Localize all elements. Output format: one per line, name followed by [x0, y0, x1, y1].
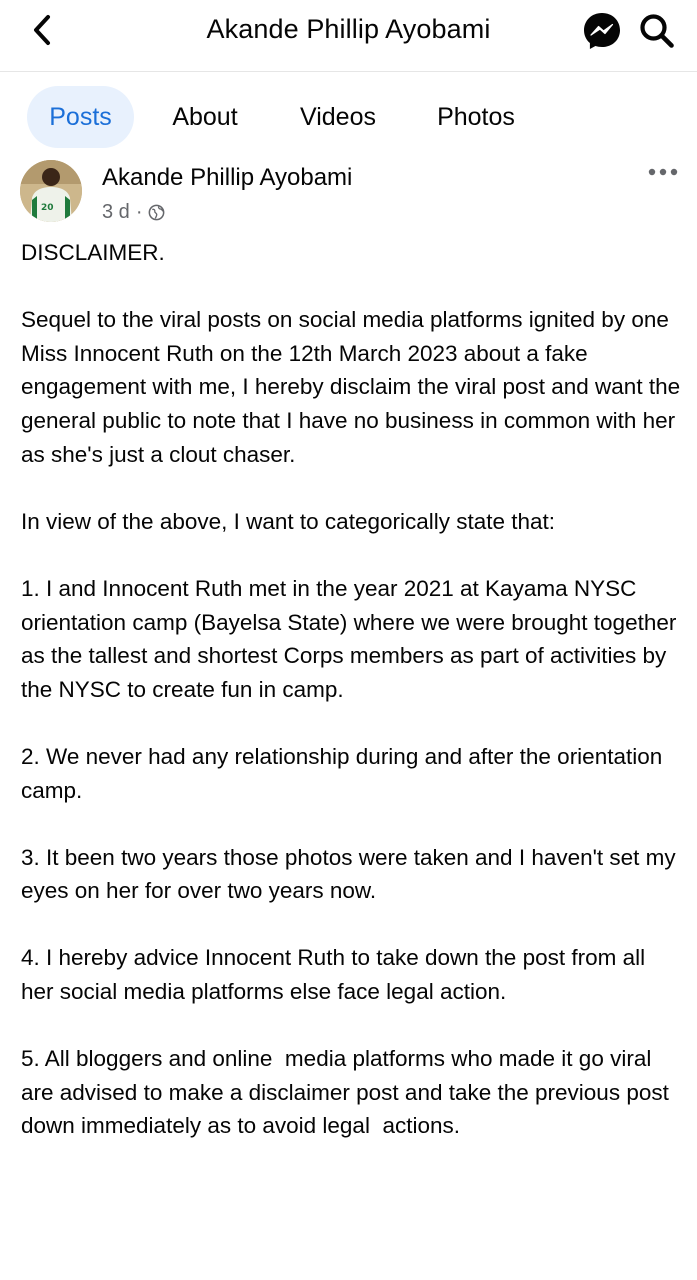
post-text — [21, 236, 687, 1177]
search-button[interactable] — [636, 10, 678, 52]
post-paragraph: 3. It been two years those photos were taken and I haven't set my eyes on her for over two years now. — [21, 844, 682, 904]
post-paragraph: In view of the above, I want to categorically state that: — [21, 508, 556, 534]
top-navigation-bar — [0, 0, 697, 72]
post-timestamp[interactable]: 3 d — [102, 201, 130, 223]
post-header — [0, 150, 697, 230]
post-meta — [102, 201, 165, 224]
post-paragraph: 1. I and Innocent Ruth met in the year 2021 at Kayama NYSC orientation camp (Bayelsa State) where we were brought together as the tallest and shortest Corps members as part of activities by the NYSC to create fun in camp. — [21, 575, 683, 702]
tab-about[interactable]: About — [172, 103, 238, 131]
tab-posts[interactable]: Posts — [27, 86, 134, 148]
post-author-name[interactable]: Akande Phillip Ayobami — [102, 164, 353, 191]
post-paragraph: 4. I hereby advice Innocent Ruth to take down the post from all her social media platforms else face legal action. — [21, 945, 652, 1005]
more-options-button[interactable] — [646, 162, 680, 182]
post-paragraph: Sequel to the viral posts on social media platforms ignited by one Miss Innocent Ruth on the 12th March 2023 about a fake engagement with me, I hereby disclaim the viral post and want the general public to note that I have no business in common with her as she's just a clout chaser. — [21, 307, 687, 467]
chevron-left-icon — [31, 14, 53, 46]
tab-videos[interactable]: Videos — [300, 103, 376, 131]
meta-separator: · — [135, 201, 143, 223]
more-dots-icon — [648, 168, 678, 176]
post-paragraph: 5. All bloggers and online media platforms who made it go viral are advised to make a disclaimer post and take the previous post down immediately as to avoid legal actions. — [21, 1046, 676, 1139]
search-icon — [638, 12, 676, 50]
post-paragraph: 2. We never had any relationship during and after the orientation camp. — [21, 743, 669, 803]
messenger-icon — [582, 11, 622, 51]
tab-photos[interactable]: Photos — [437, 103, 515, 131]
page-title: Akande Phillip Ayobami — [206, 14, 491, 44]
messenger-button[interactable] — [582, 11, 622, 51]
profile-tabs — [0, 86, 697, 148]
svg-text:20: 20 — [41, 203, 54, 213]
profile-photo — [20, 160, 82, 222]
back-button[interactable] — [24, 12, 60, 48]
avatar[interactable] — [20, 160, 82, 222]
globe-icon — [148, 204, 165, 221]
post-paragraph: DISCLAIMER. — [21, 240, 165, 265]
